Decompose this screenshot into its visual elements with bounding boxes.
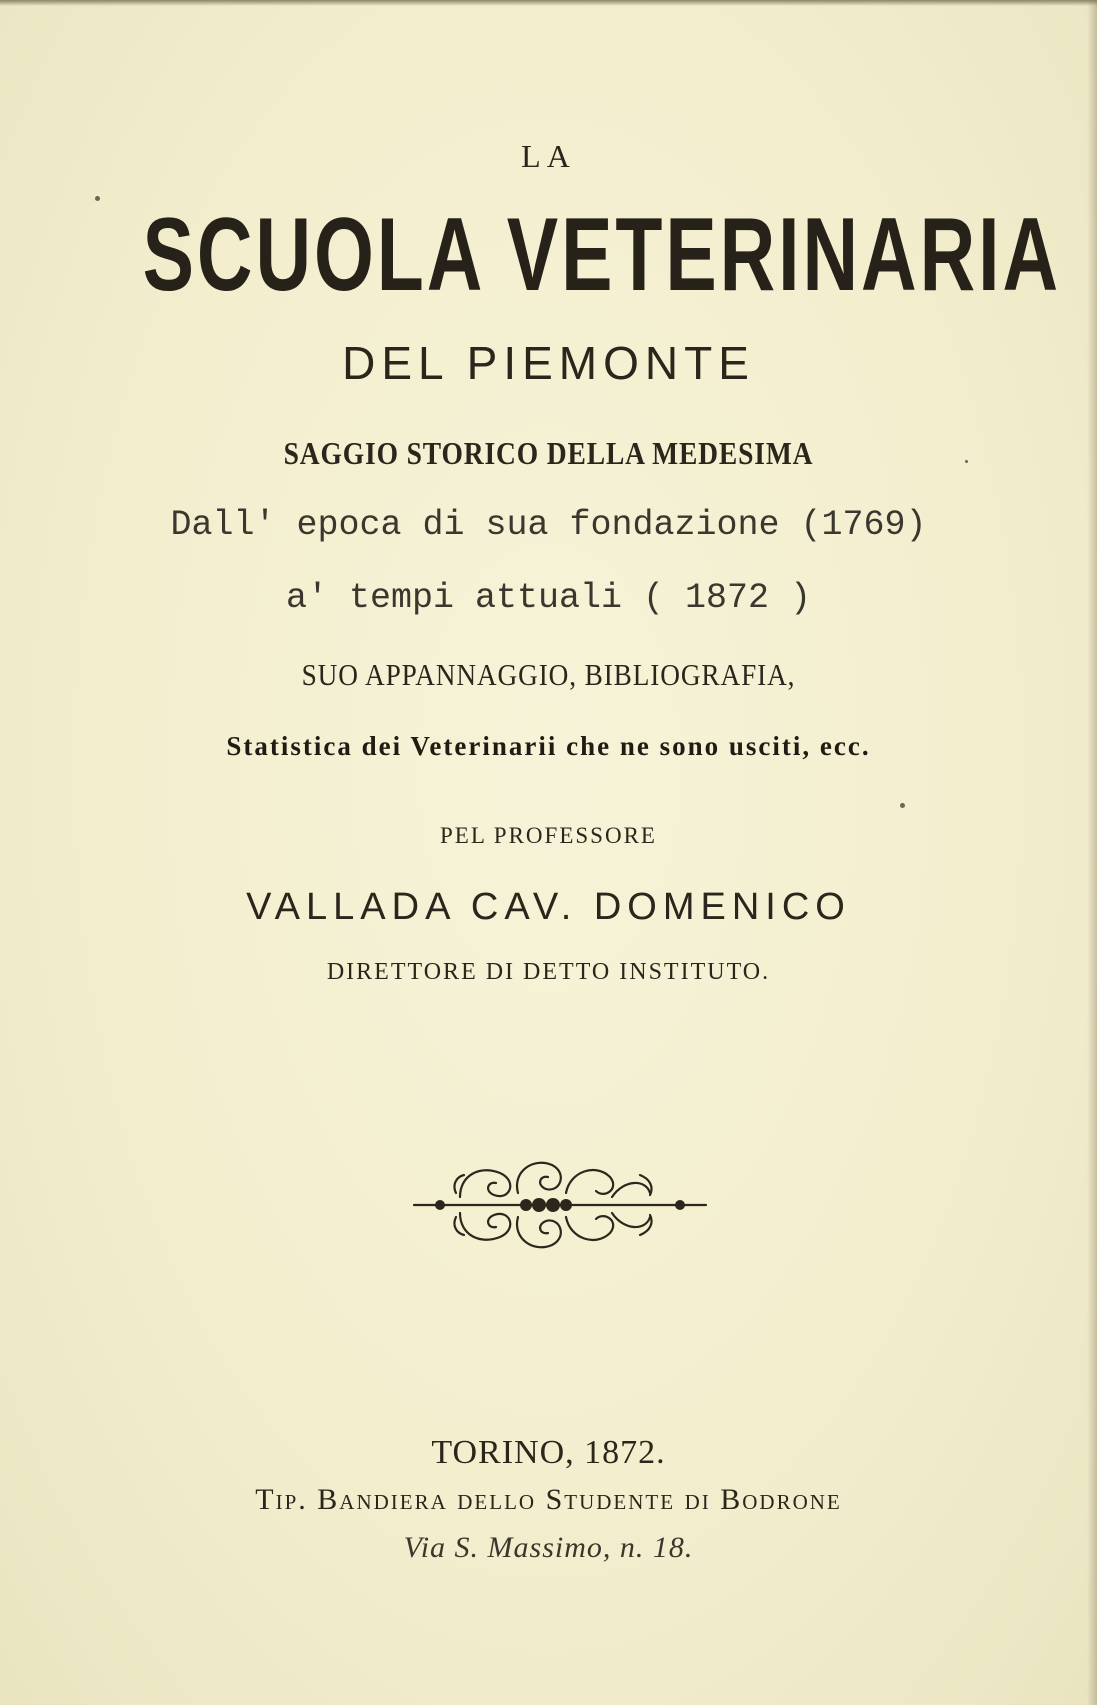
scroll-flourish-ornament-icon <box>400 1135 720 1275</box>
paper-speck <box>965 460 968 463</box>
main-title: SCUOLA VETERINARIA <box>142 197 1062 313</box>
imprint-address: Via S. Massimo, n. 18. <box>403 1531 694 1564</box>
typed-date-line-1: Dall' epoca di sua fondazione (1769) <box>170 505 927 545</box>
statistics-line: Statistica dei Veterinarii che ne sono usciti, ecc. <box>226 731 871 761</box>
imprint-printer: Tip. Bandiera dello Studente di Bodrone <box>255 1483 842 1516</box>
imprint-place-year: TORINO, 1872. <box>431 1434 666 1471</box>
paper-speck <box>95 196 100 201</box>
contents-line: SUO APPANNAGGIO, BIBLIOGRAFIA, <box>301 657 796 692</box>
title-article: LA <box>521 138 576 174</box>
by-line: PEL PROFESSORE <box>440 823 657 848</box>
paper-speck <box>900 803 905 808</box>
description-heading: SAGGIO STORICO DELLA MEDESIMA <box>283 435 814 471</box>
subtitle: DEL PIEMONTE <box>342 337 755 389</box>
author-title: DIRETTORE DI DETTO INSTITUTO. <box>326 959 771 985</box>
author-name: VALLADA CAV. DOMENICO <box>246 886 851 928</box>
typed-date-line-2: a' tempi attuali ( 1872 ) <box>285 578 812 618</box>
